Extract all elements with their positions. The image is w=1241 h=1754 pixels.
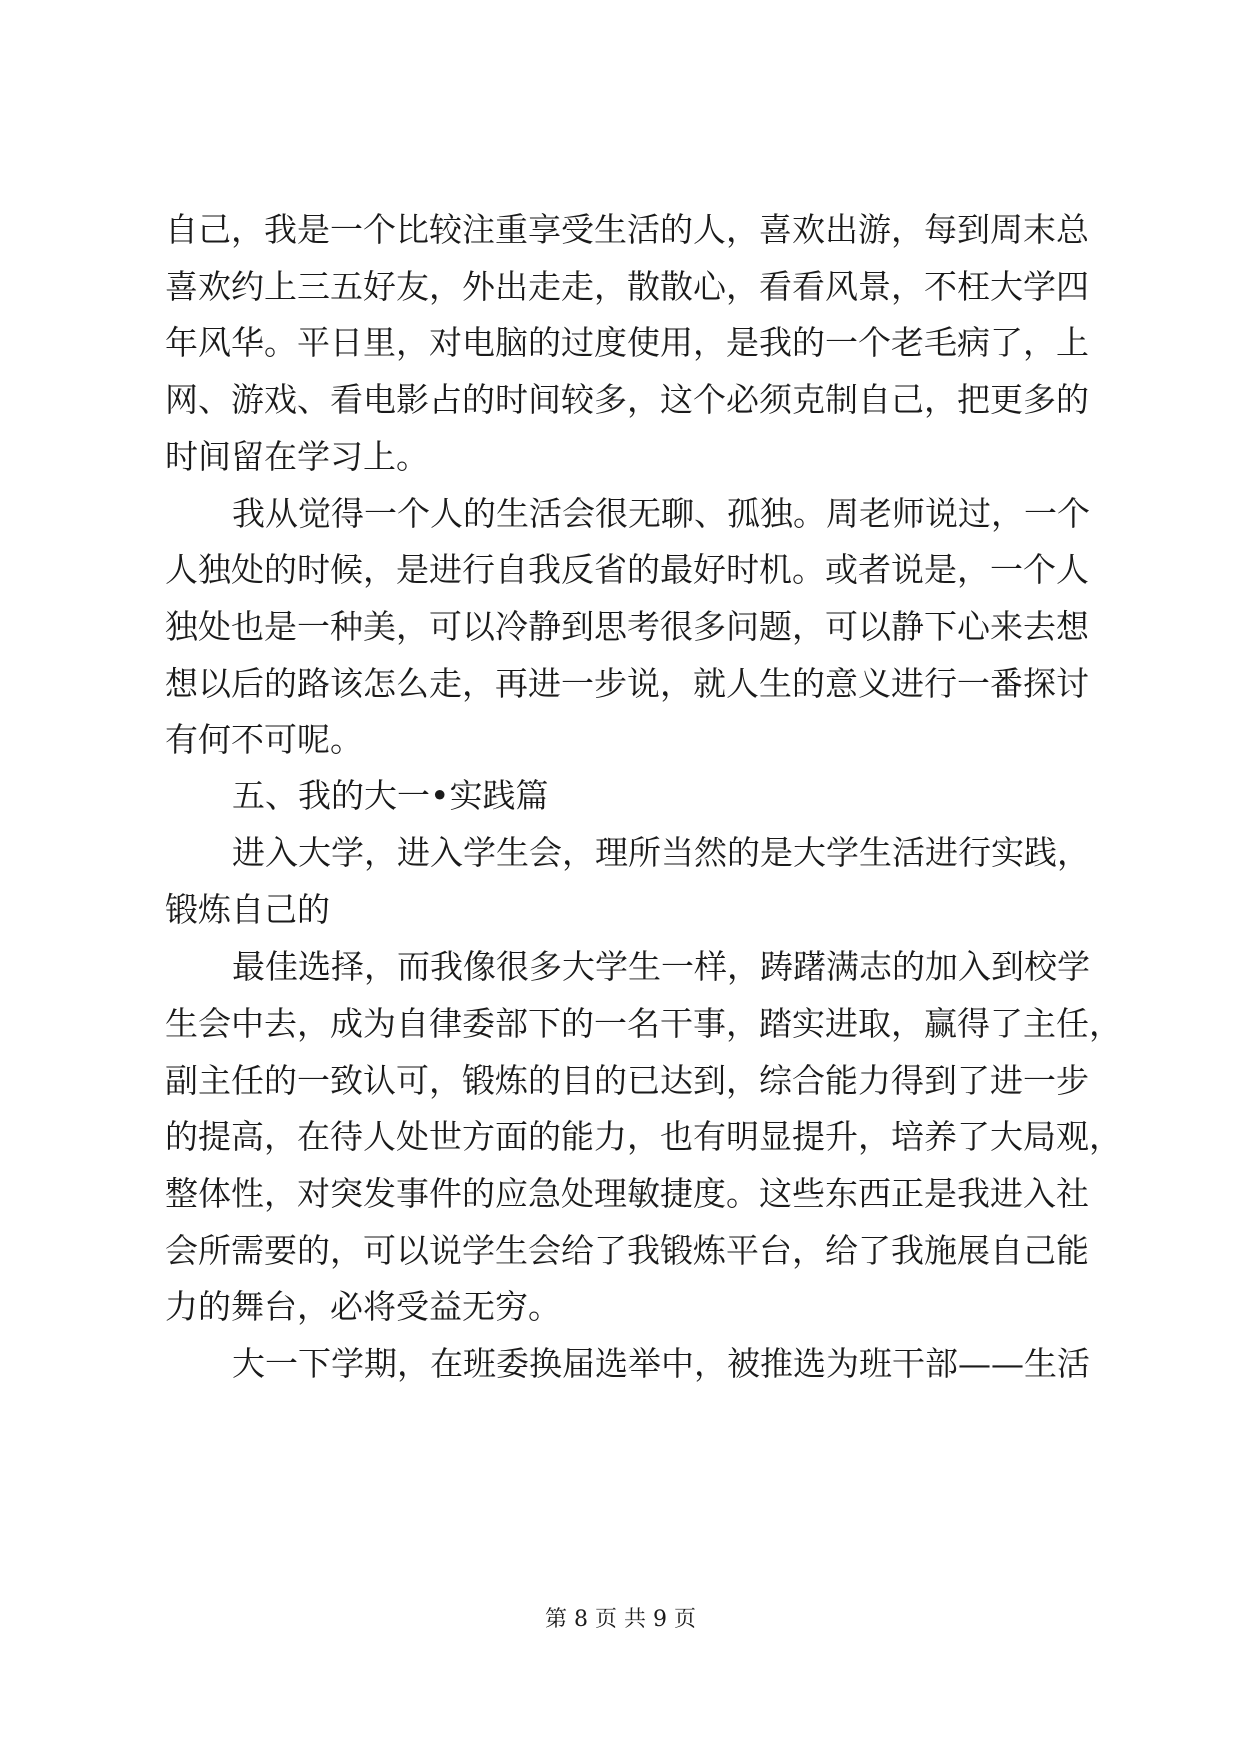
text-line: 年风华。平日里，对电脑的过度使用，是我的一个老毛病了，上 (165, 323, 1089, 362)
text-line: 自己，我是一个比较注重享受生活的人，喜欢出游，每到周末总 (165, 210, 1089, 249)
text-line: 想以后的路该怎么走，再进一步说，就人生的意义进行一番探讨 (165, 664, 1089, 703)
text-line: 最佳选择，而我像很多大学生一样，踌躇满志的加入到校学 (232, 947, 1090, 986)
text-line: 进入大学，进入学生会，理所当然的是大学生活进行实践， (232, 833, 1090, 872)
text-line: 我从觉得一个人的生活会很无聊、孤独。周老师说过，一个 (232, 494, 1090, 533)
text-line: 锻炼自己的 (165, 890, 330, 929)
text-line: 力的舞台，必将受益无穷。 (165, 1287, 561, 1326)
section-heading: 五、我的大一•实践篇 (232, 776, 549, 815)
text-line: 生会中去，成为自律委部下的一名干事，踏实进取，赢得了主任， (165, 1004, 1122, 1043)
text-line: 的提高，在待人处世方面的能力，也有明显提升，培养了大局观， (165, 1117, 1122, 1156)
text-line: 独处也是一种美，可以冷静到思考很多问题，可以静下心来去想 (165, 607, 1089, 646)
text-line: 人独处的时候，是进行自我反省的最好时机。或者说是，一个人 (165, 550, 1089, 589)
text-line: 整体性，对突发事件的应急处理敏捷度。这些东西正是我进入社 (165, 1174, 1089, 1213)
text-line: 有何不可呢。 (165, 720, 363, 759)
text-line: 大一下学期，在班委换届选举中，被推选为班干部——生活 (232, 1344, 1090, 1383)
text-line: 副主任的一致认可，锻炼的目的已达到，综合能力得到了进一步 (165, 1061, 1089, 1100)
text-line: 网、游戏、看电影占的时间较多，这个必须克制自己，把更多的 (165, 380, 1089, 419)
text-line: 时间留在学习上。 (165, 437, 429, 476)
text-line: 会所需要的，可以说学生会给了我锻炼平台，给了我施展自己能 (165, 1231, 1089, 1270)
text-line: 喜欢约上三五好友，外出走走，散散心，看看风景，不枉大学四 (165, 267, 1089, 306)
page-footer: 第 8 页 共 9 页 (545, 1607, 696, 1632)
